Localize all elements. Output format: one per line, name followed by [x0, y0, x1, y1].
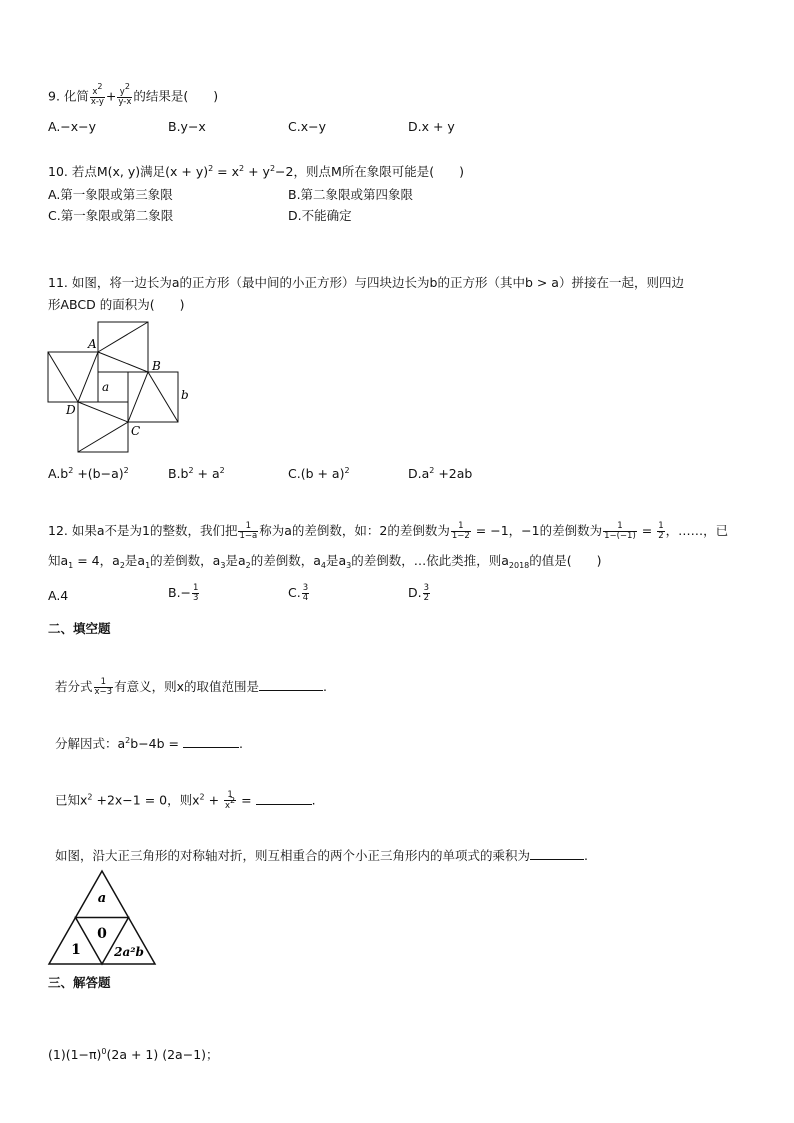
q9-prefix: 9. 化简: [48, 88, 89, 104]
q10-option-a: A.第一象限或第三象限: [48, 187, 173, 202]
fill-question-2: 分解因式：$a^2b-4b$ = .: [55, 736, 243, 751]
quadrilateral-abcd: [78, 352, 148, 422]
q12-option-c: C. $\frac{3}{4}$: [288, 583, 309, 603]
label-C: C: [131, 424, 141, 438]
q9-option-b: B.y−x: [168, 119, 206, 134]
q12-line-2: 知$a_1 = 4$，$a_2$是$a_1$的差倒数，$a_3$是$a_2$的差倒数，$a_4$是$a_3$的差倒数，…依此类推，则$a_{2018}$的值是( ): [48, 553, 602, 570]
q9-suffix: 的结果是( ): [133, 88, 219, 104]
section-3-title: 三、解答题: [48, 975, 111, 990]
triangle-figure: [46, 868, 158, 968]
q9-fraction-1: $\frac{x^2}{x-y}$: [90, 82, 104, 107]
q11-line-2: 形ABCD 的面积为( ): [48, 297, 185, 312]
q10-option-d: D.不能确定: [288, 208, 352, 223]
solve-question-1: $(1)(1-\pi)^0(2a + 1)$ (2a−1)；: [48, 1047, 219, 1062]
q10-option-b: B.第二象限或第四象限: [288, 187, 414, 202]
q11-option-c: $C.(b + a)^2$: [288, 466, 350, 481]
triangle-label-top: a: [97, 891, 107, 906]
answer-blank[interactable]: [183, 735, 239, 748]
label-B: B: [152, 359, 161, 373]
label-a: a: [102, 380, 110, 394]
question-9: 9. 化简 $\frac{x^2}{x-y}$ + $\frac{y^2}{y-x}$ 的结果是( ): [48, 82, 219, 107]
q11-option-a: $A.b^2 +(b-a)^2$: [48, 466, 129, 481]
q12-line-1: 12. 如果a不是为1的整数，我们把 $\frac{1}{1-a}$ 称为a的差倒数，如：2的差倒数为 $\frac{1}{1-2}$ = −1，−1的差倒数为 $\frac{1}{1-(-1)}$ = $\frac{1}{2}$ ，……，已: [48, 521, 729, 541]
label-D: D: [66, 403, 76, 417]
fill-question-4: 如图，沿大正三角形的对称轴对折，则互相重合的两个小正三角形内的单项式的乘积为 .: [55, 848, 588, 863]
q11-squares-figure: [44, 318, 194, 458]
label-b: b: [181, 388, 189, 402]
q12-option-b: B.− $\frac{1}{3}$: [168, 583, 199, 603]
q11-option-b: $B.b^2 + a^2$: [168, 466, 225, 481]
section-2-title: 二、填空题: [48, 621, 111, 636]
q12-option-d: D. $\frac{3}{2}$: [408, 583, 430, 603]
triangle-label-left: 1: [71, 942, 81, 958]
question-10: 10. 若点M(x, y)满足$(x + y)^2 = x^2 + y^2-2$，则点M所在象限可能是( ): [48, 164, 465, 179]
label-A: A: [88, 337, 97, 351]
fill-question-3: 已知$x^2 +2x-1 = 0$，则$x^2$ + $\frac{1}{x^2}$ = .: [55, 790, 316, 811]
triangle-label-right: 2a²b: [114, 945, 144, 959]
q9-option-c: C.x−y: [288, 119, 326, 134]
q12-option-a: A.4: [48, 588, 69, 603]
q9-fraction-2: $\frac{y^2}{y-x}$: [118, 82, 132, 107]
q10-option-c: C.第一象限或第二象限: [48, 208, 174, 223]
q11-line-1: 11. 如图，将一边长为a的正方形（最中间的小正方形）与四块边长为b的正方形（其中b > a）拼接在一起，则四边: [48, 275, 684, 290]
answer-blank[interactable]: [259, 678, 323, 691]
q9-option-a: A.−x−y: [48, 119, 97, 134]
fill-question-1: 若分式 $\frac{1}{x-3}$ 有意义，则x的取值范围是 .: [55, 677, 327, 697]
answer-blank[interactable]: [530, 847, 584, 860]
q11-option-d: $D.a^2 +2ab$: [408, 466, 473, 481]
triangle-label-center: 0: [97, 926, 107, 942]
q9-option-d: D.x + y: [408, 119, 455, 134]
answer-blank[interactable]: [256, 792, 312, 805]
